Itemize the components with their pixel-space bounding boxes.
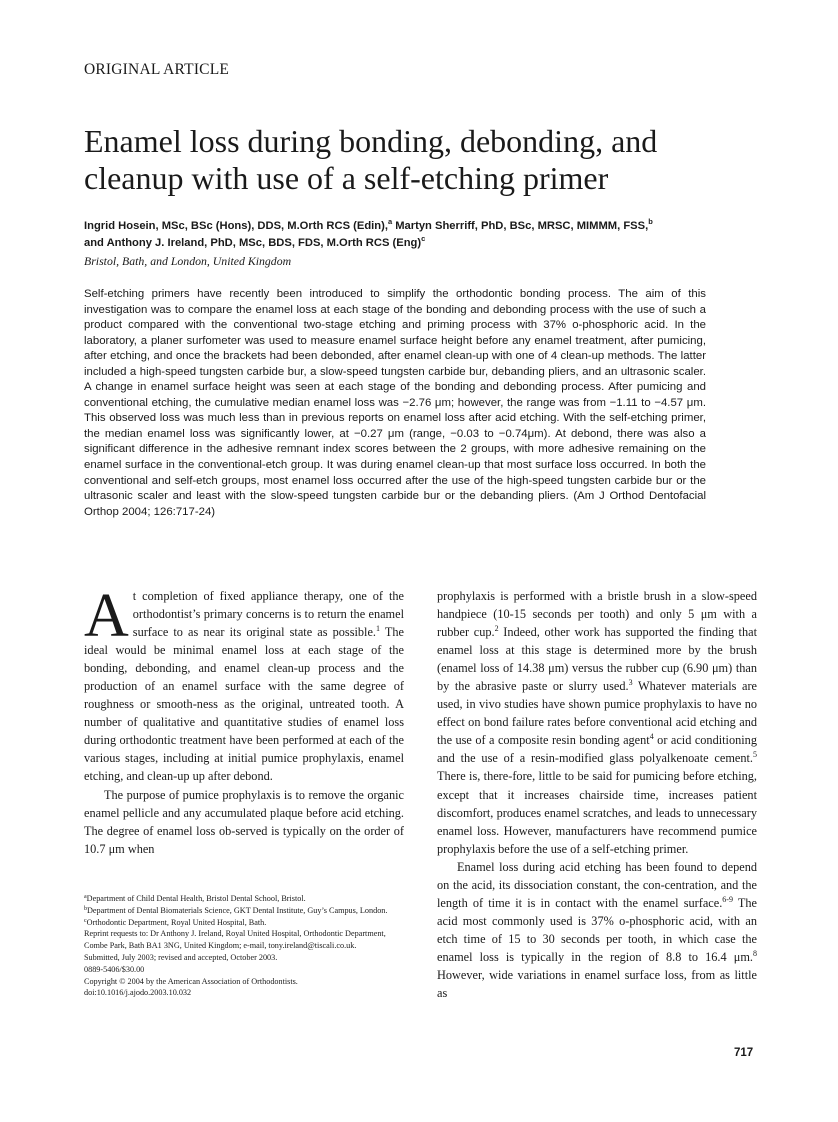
body-text: However, wide variations in enamel surface loss, from as little as	[437, 967, 757, 1001]
body-text: or acid conditioning and the use of a resin-modified glass polyalkenoate cement.	[437, 733, 757, 766]
footnote-text: Department of Dental Biomaterials Science, GKT Dental Institute, Guy’s Campus, London.	[87, 905, 388, 915]
reference-mark: 3	[628, 678, 633, 688]
affil-mark: c	[84, 917, 87, 924]
body-text: prophylaxis is performed with a bristle brush in a slow-speed handpiece (10-15 seconds per tooth) and only 5 μm with a rubber cup.	[437, 589, 757, 640]
body-text: Enamel loss during acid etching has been found to depend on the acid, its dissociation constant, the con-centration, and the length of time it is in contact with the enamel surface.	[437, 859, 757, 910]
footnotes	[84, 893, 404, 999]
author-sherriff: Martyn Sherriff, PhD, BSc, MRSC, MIMMM, FSS,	[392, 220, 649, 232]
footnote-submitted: Submitted, July 2003; revised and accepted, October 2003.	[84, 952, 278, 962]
footnote-reprint: Reprint requests to: Dr Anthony J. Ireland, Royal United Hospital, Orthodontic Department, Combe Park, Bath BA1 3NG, United Kingdom; e-mail, tony.ireland@tiscali.co.uk.	[84, 929, 386, 951]
affil-mark: a	[84, 894, 87, 900]
footnote-text: Department of Child Dental Health, Bristol Dental School, Bristol.	[86, 894, 306, 903]
footnote-text: Orthodontic Department, Royal United Hospital, Bath.	[86, 917, 267, 927]
footnote-affiliation-c	[84, 917, 404, 929]
footnote-affiliation-a	[84, 893, 404, 905]
body-column-right	[437, 587, 757, 1002]
reference-mark: 5	[753, 750, 757, 760]
body-paragraph	[437, 587, 757, 858]
body-text: The acid most commonly used is 37% o-phosphoric acid, with an etch time of 15 to 30 seconds per tooth, in which case the enamel loss is typically in the region of 8.8 to 16.4 μm.	[437, 895, 757, 964]
affil-mark: b	[648, 217, 653, 226]
reference-mark: 6-9	[722, 894, 733, 904]
author-hosein: Ingrid Hosein, MSc, BSc (Hons), DDS, M.Orth RCS (Edin),	[84, 220, 388, 232]
body-text: There is, there-fore, little to be said for pumicing before etching, except that it increases chairside time, increases patient discomfort, produces enamel scratches, and leads to unnecessary enamel loss. However, manufacturers have recommend pumice prophylaxis before the use of a self-etching primer.	[437, 769, 757, 856]
body-text: The ideal would be minimal enamel loss at each stage of the bonding, debonding, and enamel clean-up process and the production of an enamel surface with the same degree of roughness or smooth-ness as the original, untreated tooth. A number of qualitative and quantitative studies of enamel loss during orthodontic treatment have been performed at each of the various stages, including at initial pumice prophylaxis, enamel etching, and clean-up up after debond.	[84, 625, 404, 784]
author-list	[84, 218, 764, 252]
reference-mark: 8	[753, 948, 757, 958]
reference-mark: 1	[376, 624, 380, 634]
body-text: Indeed, other work has supported the finding that enamel loss at this stage is determined more by the brush (enamel loss of 14.38 μm) versus the rubber cup (6.90 μm) than by the abrasive paste or slurry used.	[437, 625, 757, 694]
affil-mark: c	[421, 234, 426, 243]
footnote-affiliation-b	[84, 905, 404, 917]
footnote-doi: doi:10.1016/j.ajodo.2003.10.032	[84, 988, 192, 998]
drop-cap: A	[84, 582, 129, 650]
reference-mark: 2	[494, 624, 499, 634]
body-column-left	[84, 582, 404, 858]
page-number: 717	[734, 1047, 754, 1059]
body-paragraph	[84, 582, 404, 786]
author-locations: Bristol, Bath, and London, United Kingdom	[84, 254, 292, 268]
affil-mark: a	[387, 217, 393, 226]
body-text: t completion of fixed appliance therapy, one of the orthodontist’s primary concerns is to return the enamel surface to as near its original state as possible.	[132, 589, 404, 640]
body-text: Whatever materials are used, in vivo studies have shown pumice prophylaxis to have no effect on bond failure rates before conventional acid etching and the use of a composite resin bonding agent	[437, 679, 758, 748]
reference-mark: 4	[649, 732, 654, 742]
footnote-issn: 0889-5406/$30.00	[84, 964, 145, 974]
section-label: ORIGINAL ARTICLE	[84, 61, 230, 78]
author-ireland: and Anthony J. Ireland, PhD, MSc, BDS, FDS, M.Orth RCS (Eng)	[84, 237, 422, 249]
abstract: Self-etching primers have recently been introduced to simplify the orthodontic bonding process. The aim of this investigation was to compare the enamel loss at each stage of the bonding and debonding process with the use of such a product compared with the conventional two-stage etching and priming process with 37% o-phosphoric acid. In the laboratory, a planer surfometer was used to measure enamel surface height before any enamel treatment, after pumicing, after etching, and once the brackets had been debonded, after enamel clean-up with one of 4 clean-up methods. The latter included a high-speed tungsten carbide bur, a slow-speed tungsten carbide bur, debanding pliers, and an ultrasonic scaler. A change in enamel surface height was seen at each stage of the bonding and debonding process. After pumicing and conventional etching, the cumulative median enamel loss was −2.76 μm; however, the range was from −1.11 to −4.57 μm. This observed loss was much less than in previous reports on enamel loss after acid etching. With the self-etching primer, the median enamel loss was significantly lower, at −0.27 μm (range, −0.03 to −0.74μm). At debond, there was also a significant difference in the adhesive remnant index scores between the 2 groups, with more adhesive remaining on the enamel surface in the conventional-etch group. It was during enamel clean-up that most surface loss occurred. In both the conventional and self-etch groups, most enamel loss occurred after the use of the high-speed tungsten carbide bur or the ultrasonic scaler and least with the slow-speed tungsten carbide bur or the debanding pliers. (Am J Orthod Dentofacial Orthop 2004; 126:717-24)	[84, 288, 706, 518]
body-paragraph	[437, 858, 757, 1002]
affil-mark: b	[84, 905, 87, 912]
body-paragraph: The purpose of pumice prophylaxis is to remove the organic enamel pellicle and any accumulated plaque before acid etching. The degree of enamel loss ob-served is typically on the order of 10.7 μm when	[84, 787, 404, 856]
footnote-copyright: Copyright © 2004 by the American Association of Orthodontists.	[84, 976, 298, 986]
article-title: Enamel loss during bonding, debonding, and cleanup with use of a self-etching primer	[84, 123, 658, 196]
